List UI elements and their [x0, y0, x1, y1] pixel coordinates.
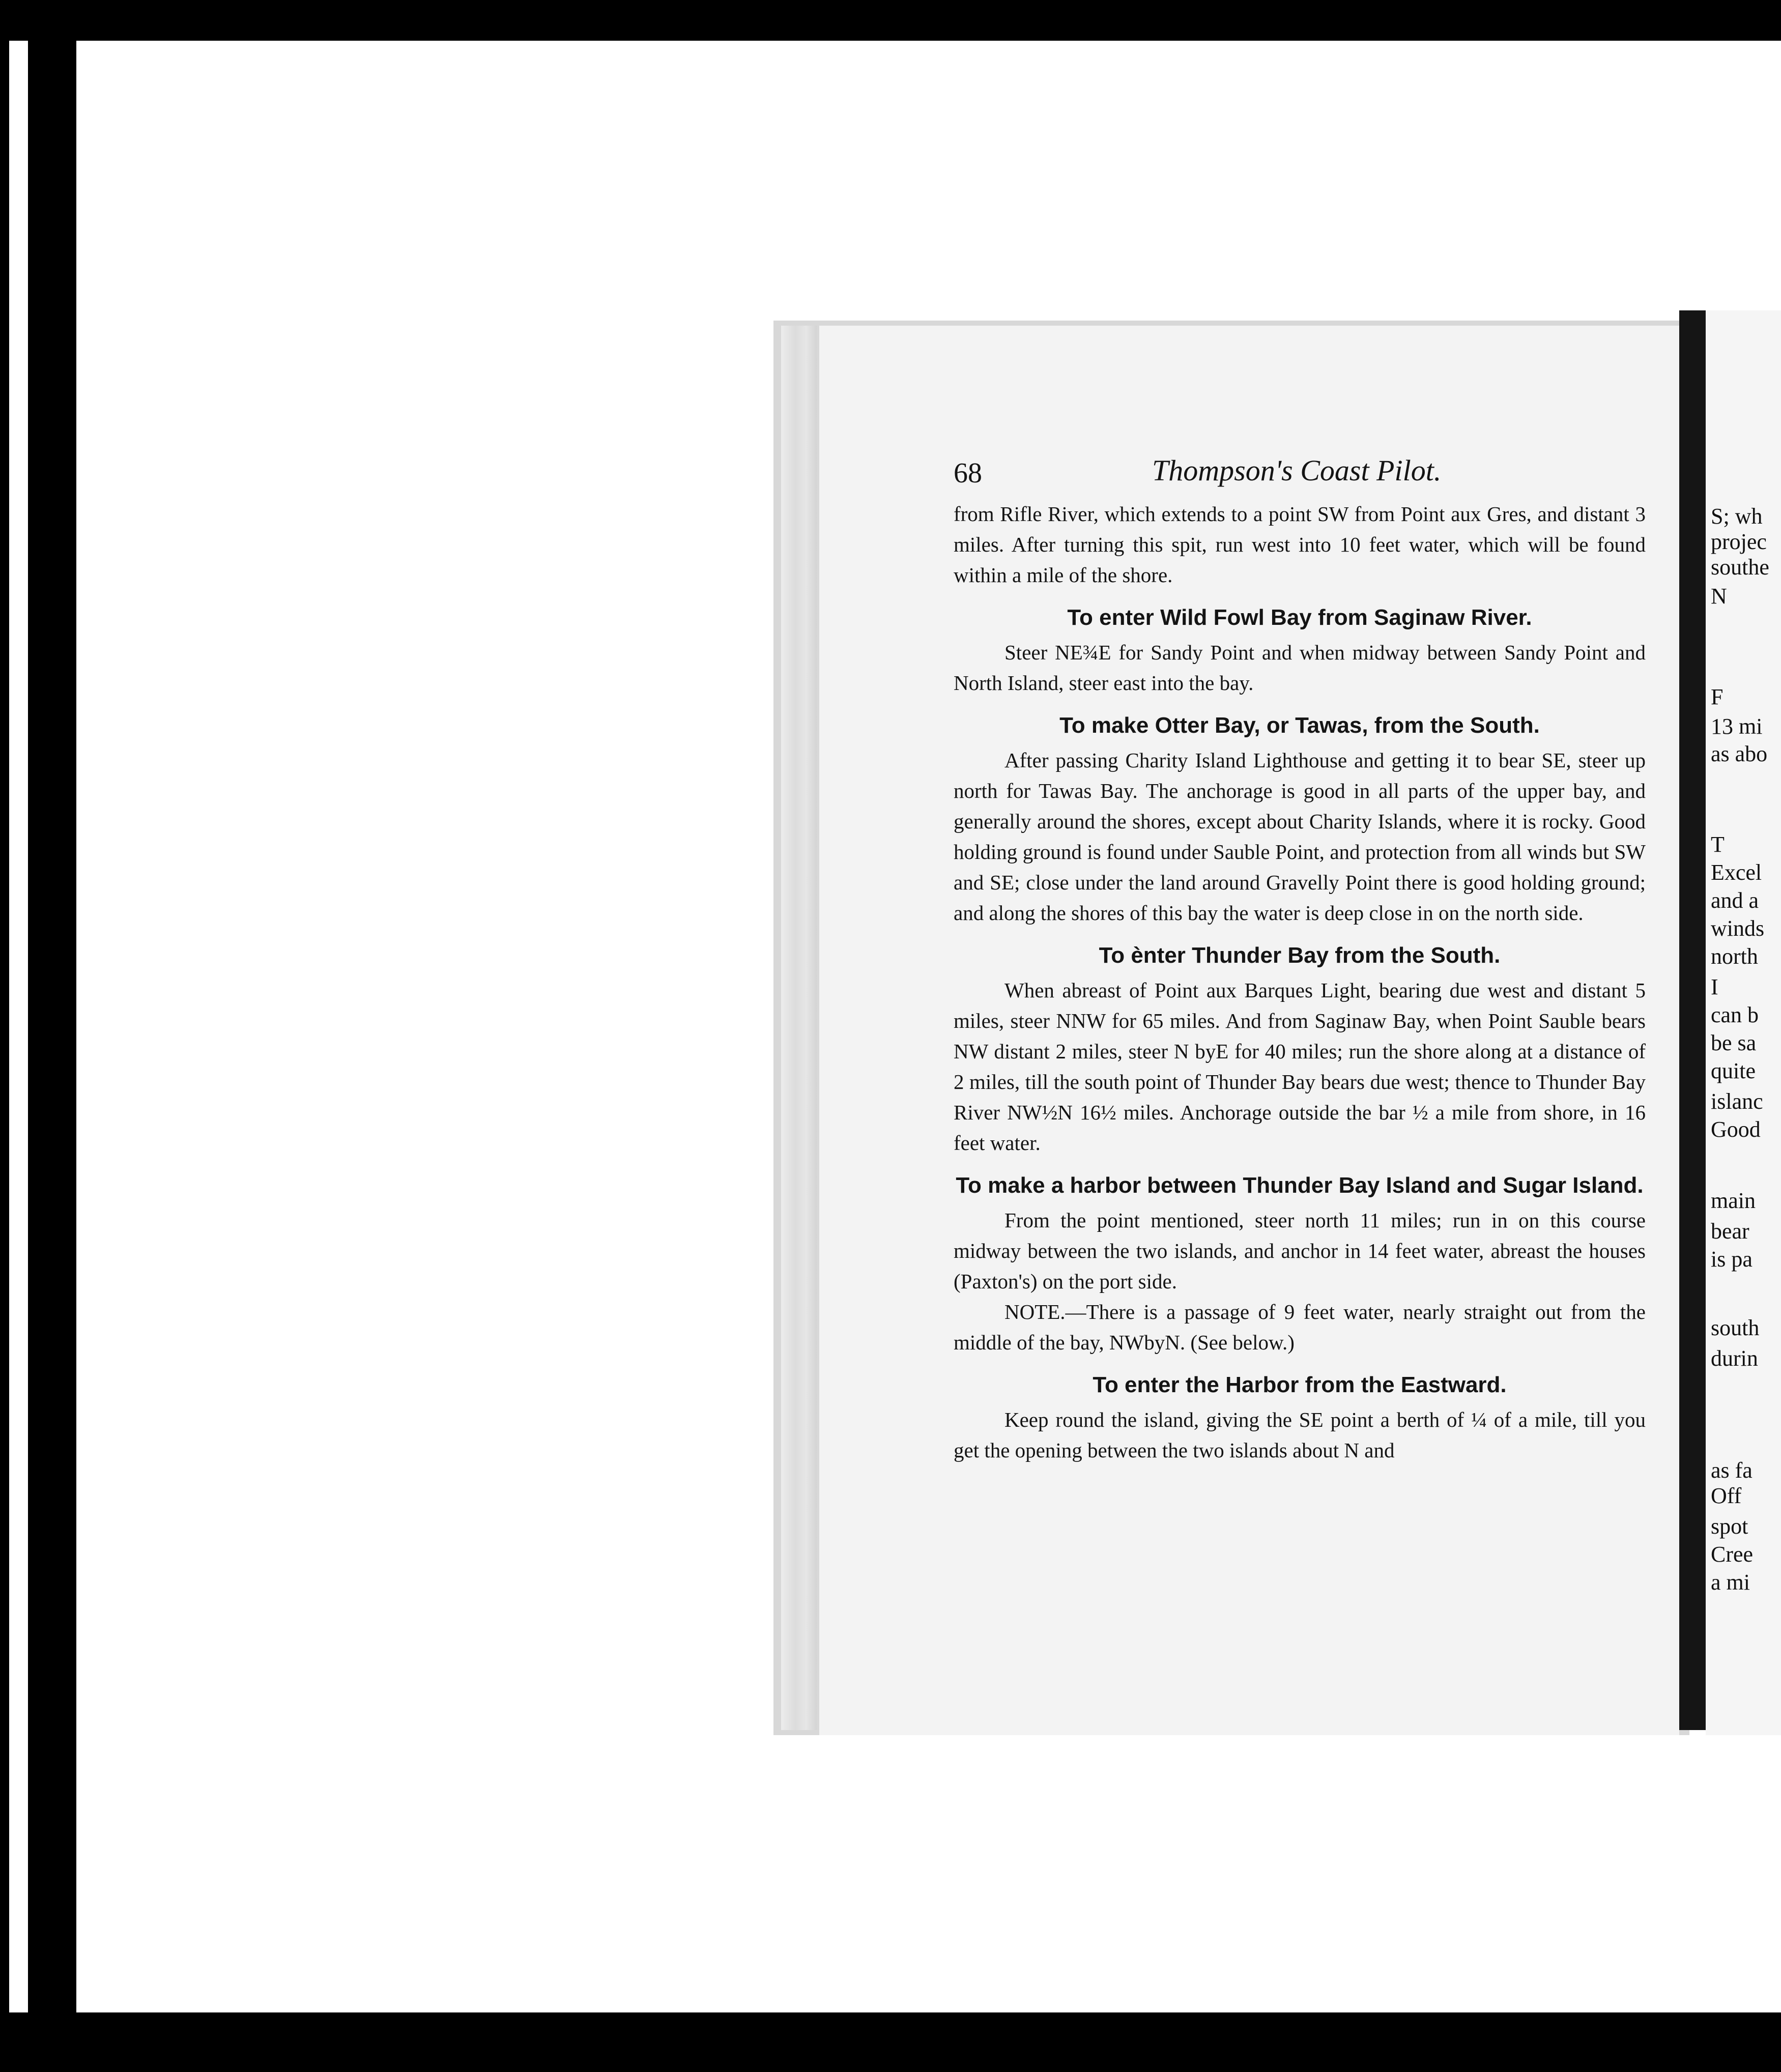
facing-page-line: Good: [1711, 1117, 1761, 1142]
page-body: [954, 499, 1646, 1465]
facing-page-line: durin: [1711, 1346, 1758, 1371]
facing-page-line: T: [1711, 832, 1725, 857]
section-heading: To enter the Harbor from the Eastward.: [1093, 1372, 1507, 1397]
paragraph: NOTE.—There is a passage of 9 feet water, nearly straight out from the middle of the bay, NWbyN. (See below.): [954, 1300, 1646, 1354]
paragraph: from Rifle River, which extends to a point SW from Point aux Gres, and distant 3 miles. After turning this spit, run west into 10 feet water, which will be found within a mile of the shore.: [954, 502, 1646, 587]
facing-page-line: can b: [1711, 1002, 1759, 1027]
facing-page-line: north: [1711, 944, 1758, 969]
paragraph: From the point mentioned, steer north 11 miles; run in on this course midway between the two islands, and anchor in 14 feet water, abreast the houses (Paxton's) on the port side.: [954, 1208, 1646, 1293]
facing-page-line: bear: [1711, 1219, 1749, 1244]
paragraph: After passing Charity Island Lighthouse and getting it to bear SE, steer up north for Tawas Bay. The anchorage is good in all parts of the upper bay, and generally around the shores, except about Charity Islands, where it is rocky. Good holding ground is found under Sauble Point, and protection from all winds but SW and SE; close under the land around Gravelly Point there is good holding ground; and along the shores of this bay the water is deep close in on the north side.: [954, 749, 1646, 925]
facing-page-line: spot: [1711, 1514, 1748, 1539]
film-border-left: [28, 0, 76, 2072]
section-heading: To enter Wild Fowl Bay from Saginaw River.: [1067, 605, 1532, 630]
book-gutter: [1679, 310, 1706, 1730]
facing-page-line: quite: [1711, 1058, 1756, 1083]
paragraph: Steer NE¾E for Sandy Point and when midway between Sandy Point and North Island, steer east into the bay.: [954, 641, 1646, 695]
running-head: [954, 450, 1646, 499]
facing-page-line: N: [1711, 584, 1727, 609]
section-heading: To ènter Thunder Bay from the South.: [1099, 943, 1501, 968]
facing-page-line: I: [1711, 974, 1718, 999]
facing-page-line: projec: [1711, 529, 1767, 554]
facing-page-line: be sa: [1711, 1030, 1757, 1055]
section-heading: To make Otter Bay, or Tawas, from the South.: [1059, 713, 1540, 738]
facing-page-line: as abo: [1711, 741, 1768, 766]
facing-page-line: winds: [1711, 916, 1765, 941]
film-border-bottom: [0, 2012, 1781, 2072]
facing-page-line: as fa: [1711, 1458, 1753, 1483]
facing-page-line: islanc: [1711, 1089, 1763, 1114]
page-edge-stack: [781, 326, 817, 1730]
page-number: 68: [954, 457, 982, 489]
facing-page-line: Cree: [1711, 1542, 1754, 1567]
facing-page-line: F: [1711, 684, 1723, 709]
facing-page-line: is pa: [1711, 1247, 1753, 1272]
facing-page-line: main: [1711, 1188, 1756, 1213]
running-title: Thompson's Coast Pilot.: [1152, 454, 1442, 487]
film-border-left-outer: [0, 0, 9, 2072]
page-text: [954, 450, 1646, 1465]
paragraph: When abreast of Point aux Barques Light, bearing due west and distant 5 miles, steer NNW for 65 miles. And from Saginaw Bay, when Point Sauble bears NW distant 2 miles, steer N byE for 40 miles; run the shore along at a distance of 2 miles, till the south point of Thunder Bay bears due west; thence to Thunder Bay River NW½N 16½ miles. Anchorage outside the bar ½ a mile from shore, in 16 feet water.: [954, 979, 1646, 1155]
facing-page-line: southe: [1711, 555, 1769, 580]
facing-page-line: a mi: [1711, 1570, 1750, 1595]
facing-page-line: Excel: [1711, 860, 1762, 885]
facing-page-line: south: [1711, 1315, 1760, 1340]
facing-page-line: and a: [1711, 888, 1759, 913]
facing-page-line: 13 mi: [1711, 714, 1763, 739]
facing-page-line: Off: [1711, 1483, 1742, 1508]
film-border-top: [0, 0, 1781, 41]
film-gap: [9, 41, 28, 2012]
paragraph: Keep round the island, giving the SE point a berth of ¼ of a mile, till you get the opening between the two islands about N and: [954, 1408, 1646, 1462]
facing-page-line: S; wh: [1711, 504, 1763, 529]
section-heading: To make a harbor between Thunder Bay Island and Sugar Island.: [956, 1173, 1644, 1198]
